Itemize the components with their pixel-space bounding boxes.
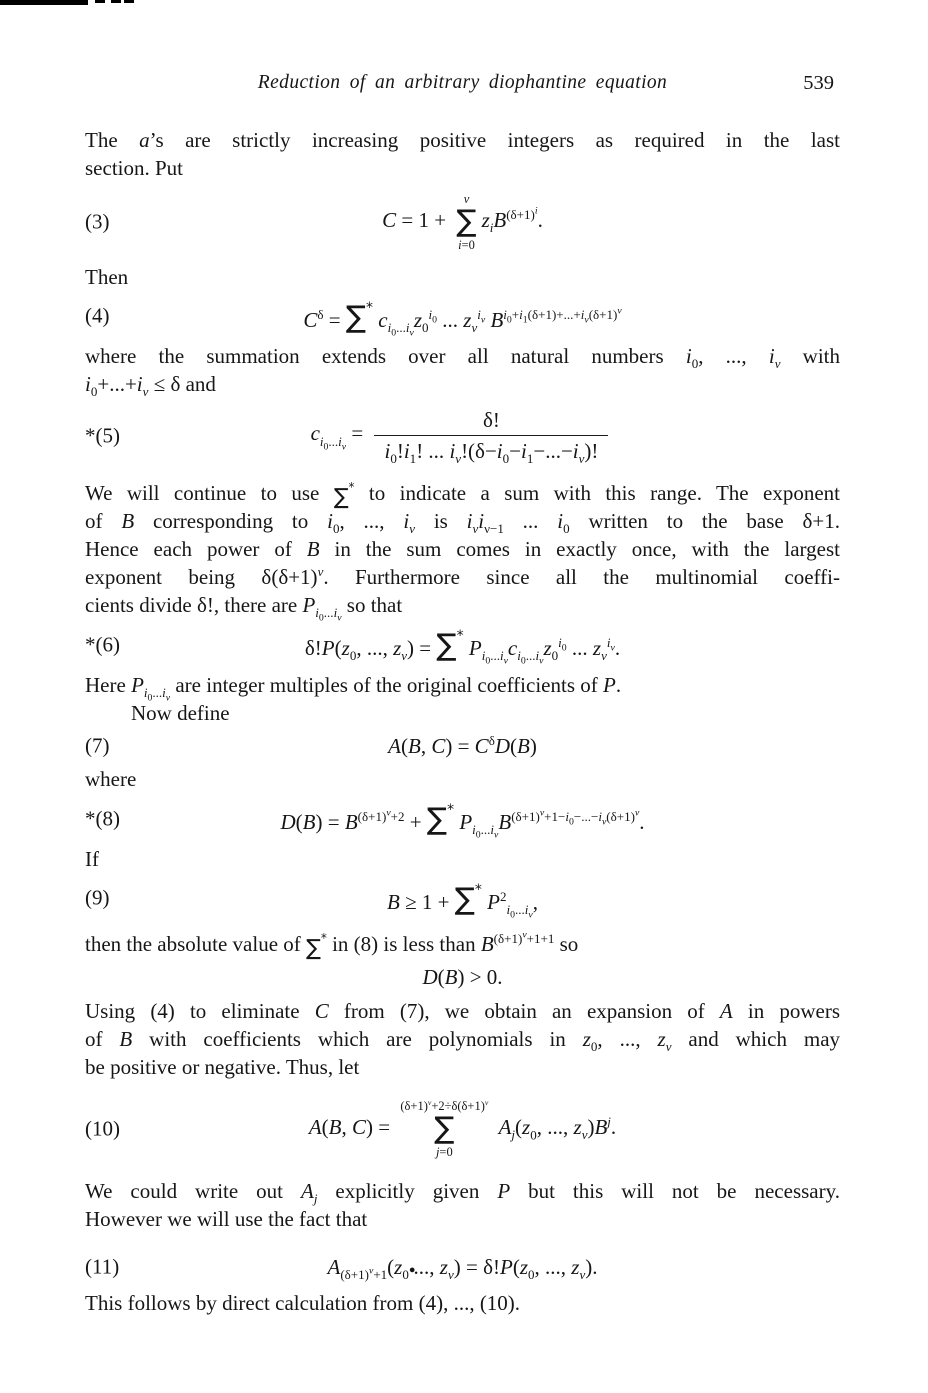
running-title: Reduction of an arbitrary diophantine equation bbox=[257, 72, 668, 93]
text-line: of B corresponding to $i_0$, ..., $i_\nu$ is $i_\nu i_{\nu-1}$ ... $i_0$ written to the base δ+1. bbox=[85, 508, 841, 536]
equation-3 bbox=[85, 182, 840, 263]
equation-5 bbox=[85, 398, 840, 473]
text-line: then the absolute value of ∑* in (8) is less than $B^{(\delta+1)^\nu+1+1}$ so bbox=[85, 930, 579, 962]
text-line: This follows by direct calculation from (4), ..., (10). bbox=[85, 1291, 521, 1316]
equation-body: D(B) > 0. bbox=[422, 965, 503, 990]
text-line: exponent being $\delta(\delta+1)^\nu$. Furthermore since all the multinomial coeffi- bbox=[85, 563, 840, 589]
scan-artifact bbox=[0, 0, 88, 5]
equation-9 bbox=[85, 873, 840, 925]
equation-body: $D(B) = B^{(\delta+1)^\nu+2} + \sum^*$ $P_{i_0...i_\nu}B^{(\delta+1)^\nu+1-i_0-...-i_\nu(\delta+1)^\nu}$. bbox=[280, 801, 645, 841]
text-line: If bbox=[85, 846, 99, 871]
text-line: of B with coefficients which are polynomials in $z_0$, ..., $z_\nu$ and which may bbox=[85, 1026, 841, 1054]
equation-6 bbox=[85, 619, 840, 671]
text-line: Hence each power of B in the sum comes in exactly once, with the largest bbox=[85, 536, 840, 561]
equation-10 bbox=[85, 1089, 840, 1170]
paragraph-absolute-value bbox=[85, 924, 840, 962]
equation-body: $\delta!P(z_0$, ..., $z_\nu) = \sum^*$ $P_{i_0...i_\nu}c_{i_0...i_\nu}z_0^{i_0}$ ... $z_\nu^{i_\nu}$. bbox=[304, 627, 621, 667]
text-line: $i_0+...+i_\nu \le \delta$ and bbox=[85, 372, 216, 400]
equation-4 bbox=[85, 291, 840, 343]
text-line: be positive or negative. Thus, let bbox=[85, 1054, 360, 1079]
equation-label: (4) bbox=[85, 303, 110, 328]
equation-label: *(8) bbox=[85, 806, 120, 831]
text-line: Using (4) to eliminate C from (7), we obtain an expansion of A in powers bbox=[85, 998, 840, 1023]
equation-body: C = 1 + ν ∑ i=0 $z_iB^{(\delta+1)^i}$. bbox=[382, 192, 543, 253]
paragraph-sum-explanation bbox=[85, 473, 841, 624]
paragraph-summation-range bbox=[85, 342, 840, 398]
text-line: We could write out $A_j$ explicitly given P but this will not be necessary. bbox=[85, 1179, 840, 1207]
page-header bbox=[85, 72, 840, 98]
paragraph-intro bbox=[85, 126, 840, 182]
equation-label: (7) bbox=[85, 733, 110, 758]
text-line: However we will use the fact that bbox=[85, 1207, 368, 1232]
equation-label: (11) bbox=[85, 1254, 120, 1279]
equation-label: *(6) bbox=[85, 632, 120, 657]
equation-label: (3) bbox=[85, 209, 110, 234]
text-line: section. Put bbox=[85, 156, 183, 180]
equation-body: $A_{(\delta+1)^\nu+1}(z_0●$..., $z_\nu) = \delta!P(z_0$, ..., $z_\nu$). bbox=[327, 1255, 598, 1283]
text-line: We will continue to use ∑* to indicate a sum with this range. The exponent bbox=[85, 479, 840, 510]
equation-unnumbered-db bbox=[85, 958, 840, 996]
text-line: Now define bbox=[131, 700, 230, 725]
equation-7 bbox=[85, 727, 840, 765]
paragraph-now-define bbox=[85, 699, 840, 727]
paragraph-then bbox=[85, 263, 840, 291]
equation-11 bbox=[85, 1245, 840, 1289]
paragraph-we-could bbox=[85, 1177, 840, 1233]
page-number: 539 bbox=[803, 72, 834, 94]
document-page bbox=[85, 72, 840, 1317]
paragraph-where bbox=[85, 765, 840, 793]
equation-label: (10) bbox=[85, 1116, 120, 1141]
equation-body: B ≥ 1 + ∑* $P^2_{i_0...i_\nu}$, bbox=[387, 881, 538, 921]
text-line: Here $P_{i_0...i_\nu}$ are integer multiples of the original coefficients of P. bbox=[85, 672, 622, 704]
text-line: where bbox=[85, 766, 137, 791]
paragraph-if bbox=[85, 845, 840, 873]
equation-8 bbox=[85, 793, 840, 845]
equation-body: A(B, C) = $(\delta+1)^\nu+2\div\delta(\delta+1)^\nu$ ∑ j=0 $A_j(z_0$, ..., $z_\nu)B^j$. bbox=[308, 1097, 617, 1159]
equation-body: A(B, $C) = C^\delta D(B)$ bbox=[388, 732, 537, 758]
equation-label: (9) bbox=[85, 885, 110, 910]
paragraph-follows bbox=[85, 1289, 840, 1317]
equation-body: $C^\delta = \sum^*$ $c_{i_0...i_\nu}z_0^{i_0}$ ... $z_\nu^{i_\nu}$ $B^{i_0+i_1(\delta+1)+...+i_\nu(\delta+1)^\nu}$ bbox=[303, 299, 622, 339]
text-line: cients divide δ!, there are $P_{i_0...i_\nu}$ so that bbox=[85, 592, 403, 624]
text-line: where the summation extends over all natural numbers $i_0$, ..., $i_\nu$ with bbox=[85, 344, 840, 372]
text-line: Then bbox=[85, 264, 129, 289]
equation-label: *(5) bbox=[85, 423, 120, 448]
text-line: The a’s are strictly increasing positive integers as required in the last bbox=[85, 128, 840, 152]
equation-body: $c_{i_0...i_\nu}$ = $\frac{\delta!}{i_0!i_1! ... i_\nu!(\delta-i_0-i_1-...-i_\nu)!}$ bbox=[85, 407, 840, 464]
paragraph-here-p bbox=[85, 671, 840, 704]
paragraph-using-4 bbox=[85, 997, 840, 1081]
